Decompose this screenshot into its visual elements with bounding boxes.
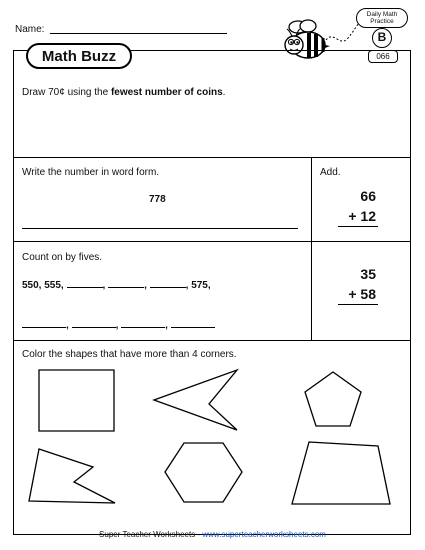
add-label: Add.: [320, 167, 341, 178]
addend-bottom-2: + 58: [348, 286, 376, 302]
worksheet-number: 066: [368, 50, 398, 63]
hexagon-shape[interactable]: [165, 443, 242, 502]
concave-pentagon-shape[interactable]: [29, 449, 115, 503]
badge-line-2: Practice: [370, 18, 394, 25]
trapezoid-shape[interactable]: [292, 442, 390, 504]
word-form-answer-line[interactable]: [22, 228, 298, 229]
seq-550: 550,: [22, 280, 42, 291]
count-sequence-row-2: [22, 318, 215, 331]
question-word-form: Write the number in word form.: [22, 167, 160, 178]
seq-comma: ,: [144, 280, 147, 291]
divider-vertical: [311, 157, 312, 340]
seq-575: 575,: [191, 280, 211, 291]
q1-suffix: .: [222, 87, 226, 98]
addend-bottom-1: + 12: [348, 208, 376, 224]
footer-link[interactable]: www.superteacherworksheets.com: [202, 530, 326, 539]
divider-1: [13, 157, 411, 158]
square-shape[interactable]: [39, 370, 114, 431]
level-letter: B: [372, 28, 392, 48]
addend-top-1: 66: [360, 188, 376, 204]
seq-blank-6[interactable]: [121, 318, 165, 328]
q1-prefix: Draw 70¢ using the: [22, 87, 111, 98]
footer-text: Super Teacher Worksheets -: [99, 530, 203, 539]
question-coins: [22, 87, 225, 98]
name-line[interactable]: [50, 33, 227, 34]
number-to-write: 778: [149, 194, 166, 205]
name-label: Name:: [15, 24, 45, 35]
pentagon-shape[interactable]: [305, 372, 361, 426]
concave-quadrilateral-shape[interactable]: [154, 370, 237, 430]
question-count-fives: Count on by fives.: [22, 252, 103, 263]
shapes-area: [13, 340, 411, 535]
footer: [0, 530, 425, 539]
seq-comma: ,: [165, 320, 168, 331]
count-sequence-row-1: [22, 278, 211, 291]
badge-line-1: Daily Math: [366, 11, 398, 18]
page-title: Math Buzz: [26, 43, 132, 69]
question-shapes: Color the shapes that have more than 4 corners.: [22, 349, 237, 360]
seq-blank-4[interactable]: [22, 318, 66, 328]
q1-bold: fewest number of coins: [110, 87, 223, 98]
seq-blank-2[interactable]: [108, 278, 144, 288]
addend-top-2: 35: [360, 266, 376, 282]
seq-blank-3[interactable]: [150, 278, 186, 288]
seq-comma: ,: [115, 320, 119, 331]
seq-555: 555,: [44, 280, 64, 291]
sum-line-1: [338, 226, 378, 227]
seq-comma: ,: [66, 320, 69, 331]
seq-blank-7[interactable]: [171, 318, 215, 328]
seq-comma: ,: [185, 280, 189, 291]
daily-practice-badge: [356, 8, 408, 28]
seq-blank-1[interactable]: [67, 278, 103, 288]
seq-blank-5[interactable]: [72, 318, 116, 328]
coins-drawing-area[interactable]: [22, 102, 402, 152]
sum-line-2: [338, 304, 378, 305]
seq-comma: ,: [102, 280, 106, 291]
divider-2: [13, 241, 411, 242]
